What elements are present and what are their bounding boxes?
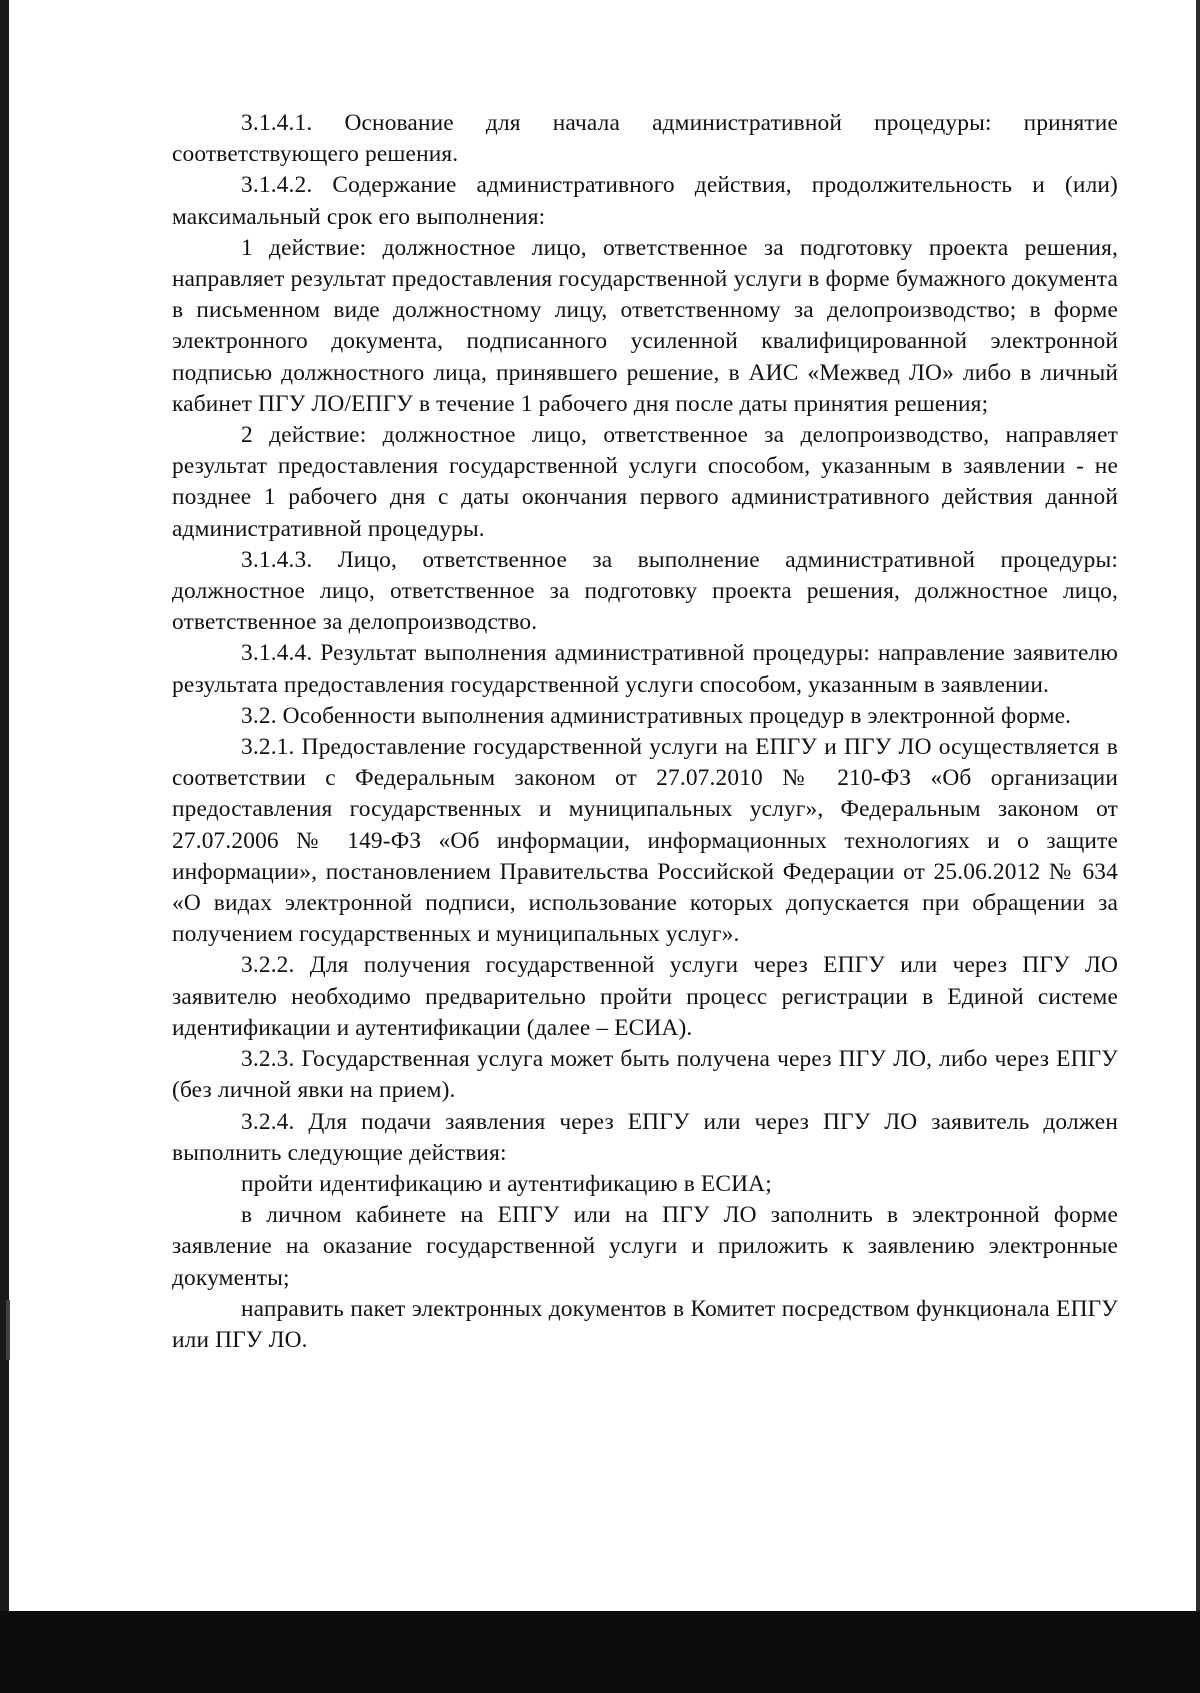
paragraph-action-1: 1 действие: должностное лицо, ответственное за подготовку проекта решения, направляет результат предоставления государственной услуги в форме бумажного документа в письменном виде должностному лицу, ответственному за делопроизводство; в форме электронного документа, подписанного усиленной квалифицированной электронной подписью должностного лица, принявшего решение, в АИС «Межвед ЛО» либо в личный кабинет ПГУ ЛО/ЕПГУ в течение 1 рабочего дня после даты принятия решения; [172,234,1118,417]
scan-border-right [1196,0,1200,1693]
paragraph-3-1-4-4: 3.1.4.4. Результат выполнения административной процедуры: направление заявителю результата предоставления государственной услуги способом, указанным в заявлении. [172,640,1118,698]
paragraph-3-1-4-1: 3.1.4.1. Основание для начала административной процедуры: принятие соответствующего решения. [172,110,1118,168]
paragraph-3-2: 3.2. Особенности выполнения административных процедур в электронной форме. [241,702,1072,729]
document-body [172,108,1118,1356]
paragraph-3-2-1: 3.2.1. Предоставление государственной услуги на ЕПГУ и ПГУ ЛО осуществляется в соответствии с Федеральным законом от 27.07.2010 № 210-ФЗ «Об организации предоставления государственных и муниципальных услуг», Федеральным законом от 27.07.2006 № 149-ФЗ «Об информации, информационных технологиях и о защите информации», постановлением Правительства Российской Федерации от 25.06.2012 № 634 «О видах электронной подписи, использование которых допускается при обращении за получением государственных и муниципальных услуг». [172,734,1118,948]
list-item-send-package: направить пакет электронных документов в Комитет посредством функционала ЕПГУ или ПГУ ЛО. [172,1295,1118,1353]
scan-border-bottom [0,1611,1200,1693]
paragraph-action-2: 2 действие: должностное лицо, ответственное за делопроизводство, направляет результат предоставления государственной услуги способом, указанным в заявлении - не позднее 1 рабочего дня с даты окончания первого административного действия данной административной процедуры. [172,422,1118,542]
paragraph-3-2-2: 3.2.2. Для получения государственной услуги через ЕПГУ или через ПГУ ЛО заявителю необходимо предварительно пройти процесс регистрации в Единой системе идентификации и аутентификации (далее – ЕСИА). [172,952,1118,1041]
scan-artifact [6,1300,10,1360]
list-item-esia: пройти идентификацию и аутентификацию в ЕСИА; [241,1170,772,1197]
scan-border-left [0,0,9,1693]
paragraph-3-1-4-2: 3.1.4.2. Содержание административного действия, продолжительность и (или) максимальный срок его выполнения: [172,172,1118,230]
list-item-fill-form: в личном кабинете на ЕПГУ или на ПГУ ЛО заполнить в электронной форме заявление на оказание государственной услуги и приложить к заявлению электронные документы; [172,1202,1118,1291]
paragraph-3-2-3: 3.2.3. Государственная услуга может быть получена через ПГУ ЛО, либо через ЕПГУ (без личной явки на прием). [172,1046,1118,1104]
paragraph-3-2-4: 3.2.4. Для подачи заявления через ЕПГУ или через ПГУ ЛО заявитель должен выполнить следующие действия: [172,1108,1118,1166]
paragraph-3-1-4-3: 3.1.4.3. Лицо, ответственное за выполнение административной процедуры: должностное лицо, ответственное за подготовку проекта решения, должностное лицо, ответственное за делопроизводство. [172,546,1118,636]
